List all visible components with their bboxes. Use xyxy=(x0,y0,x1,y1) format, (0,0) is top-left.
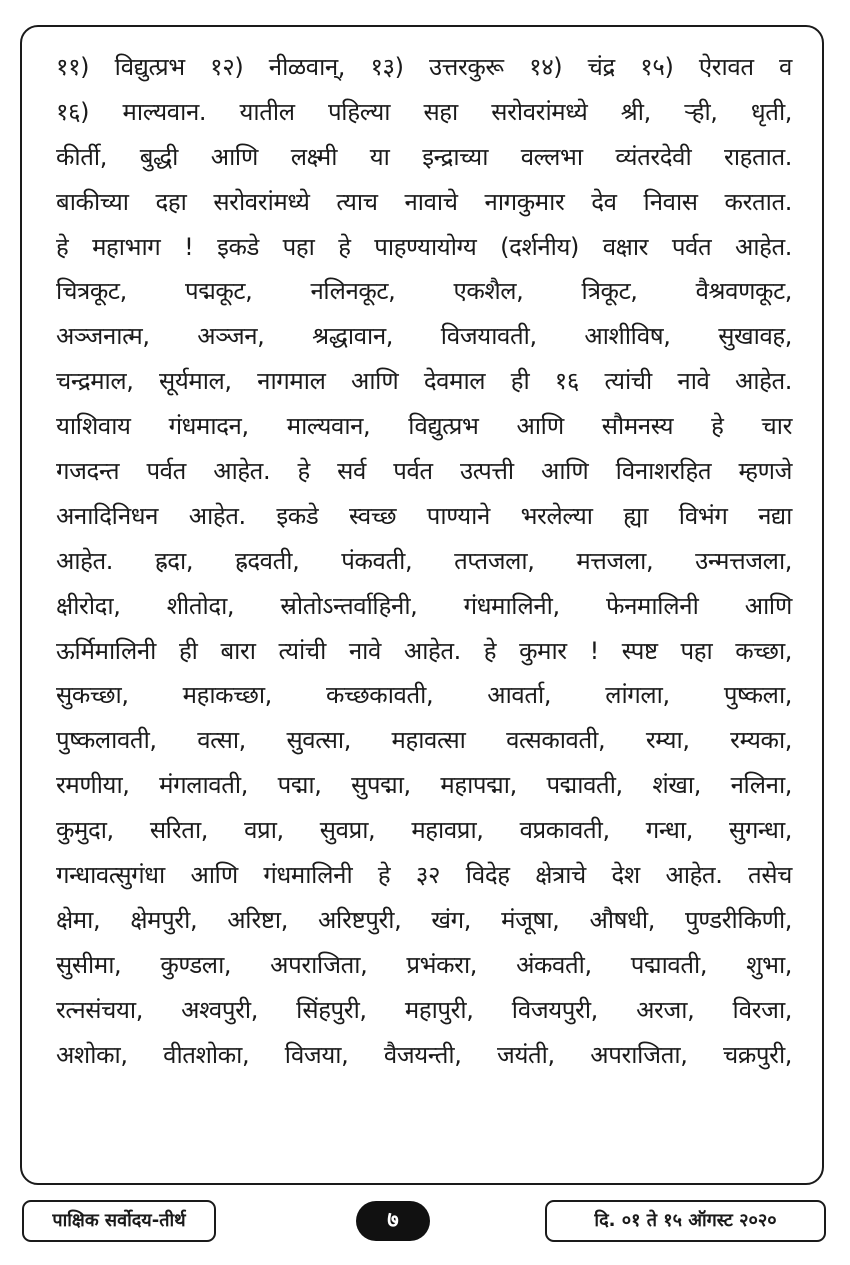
body-line-10: गजदन्त पर्वत आहेत. हे सर्व पर्वत उत्पत्ती आणि विनाशरहित म्हणजे xyxy=(56,457,792,486)
body-line-12: आहेत. ह्रदा, ह्रदवती, पंकवती, तप्तजला, मत्तजला, उन्मत्तजला, xyxy=(56,546,792,575)
body-line-11: अनादिनिधन आहेत. इकडे स्वच्छ पाण्याने भरलेल्या ह्या विभंग नद्या xyxy=(56,501,792,530)
body-line-14: ऊर्मिमालिनी ही बारा त्यांची नावे आहेत. हे कुमार ! स्पष्ट पहा कच्छा, xyxy=(56,636,792,665)
body-line-16: पुष्कलावती, वत्सा, सुवत्सा, महावत्सा वत्सकावती, रम्या, रम्यका, xyxy=(56,726,792,755)
body-line-8: चन्द्रमाल, सूर्यमाल, नागमाल आणि देवमाल ही १६ त्यांची नावे आहेत. xyxy=(56,367,792,396)
body-line-15: सुकच्छा, महाकच्छा, कच्छकावती, आवर्ता, लांगला, पुष्कला, xyxy=(56,681,792,710)
body-line-9: याशिवाय गंधमादन, माल्यवान, विद्युत्प्रभ आणि सौमनस्य हे चार xyxy=(56,412,792,441)
body-line-23: अशोका, वीतशोका, विजया, वैजयन्ती, जयंती, अपराजिता, चक्रपुरी, xyxy=(56,1040,792,1069)
body-line-19: गन्धावत्सुगंधा आणि गंधमालिनी हे ३२ विदेह क्षेत्राचे देश आहेत. तसेच xyxy=(56,861,792,890)
body-line-21: सुसीमा, कुण्डला, अपराजिता, प्रभंकरा, अंकवती, पद्मावती, शुभा, xyxy=(56,950,792,979)
issue-date: दि. ०१ ते १५ ऑगस्ट २०२० xyxy=(545,1200,826,1242)
body-line-7: अञ्जनात्म, अञ्जन, श्रद्धावान, विजयावती, आशीविष, सुखावह, xyxy=(56,322,792,351)
body-line-18: कुमुदा, सरिता, वप्रा, सुवप्रा, महावप्रा, वप्रकावती, गन्धा, सुगन्धा, xyxy=(56,816,792,845)
body-line-5: हे महाभाग ! इकडे पहा हे पाहण्यायोग्य (दर्शनीय) वक्षार पर्वत आहेत. xyxy=(56,232,792,261)
body-line-13: क्षीरोदा, शीतोदा, स्रोतोऽन्तर्वाहिनी, गंधमालिनी, फेनमालिनी आणि xyxy=(56,591,792,620)
body-line-3: कीर्ती, बुद्धी आणि लक्ष्मी या इन्द्राच्या वल्लभा व्यंतरदेवी राहतात. xyxy=(56,142,792,171)
body-line-20: क्षेमा, क्षेमपुरी, अरिष्टा, अरिष्टपुरी, खंग, मंजूषा, औषधी, पुण्डरीकिणी, xyxy=(56,905,792,934)
body-line-2: १६) माल्यवान. यातील पहिल्या सहा सरोवरांमध्ये श्री, ऱ्ही, धृती, xyxy=(56,97,792,126)
text-frame xyxy=(20,25,824,1185)
body-line-17: रमणीया, मंगलावती, पद्मा, सुपद्मा, महापद्मा, पद्मावती, शंखा, नलिना, xyxy=(56,771,792,800)
body-line-4: बाकीच्या दहा सरोवरांमध्ये त्याच नावाचे नागकुमार देव निवास करतात. xyxy=(56,187,792,216)
body-line-6: चित्रकूट, पद्मकूट, नलिनकूट, एकशैल, त्रिकूट, वैश्रवणकूट, xyxy=(56,277,792,306)
body-line-1: ११) विद्युत्प्रभ १२) नीळवान्, १३) उत्तरकुरू १४) चंद्र १५) ऐरावत व xyxy=(56,53,792,81)
publication-name: पाक्षिक सर्वोदय-तीर्थ xyxy=(22,1200,216,1242)
page-number: ७ xyxy=(356,1201,430,1241)
body-line-22: रत्नसंचया, अश्वपुरी, सिंहपुरी, महापुरी, विजयपुरी, अरजा, विरजा, xyxy=(56,995,792,1024)
